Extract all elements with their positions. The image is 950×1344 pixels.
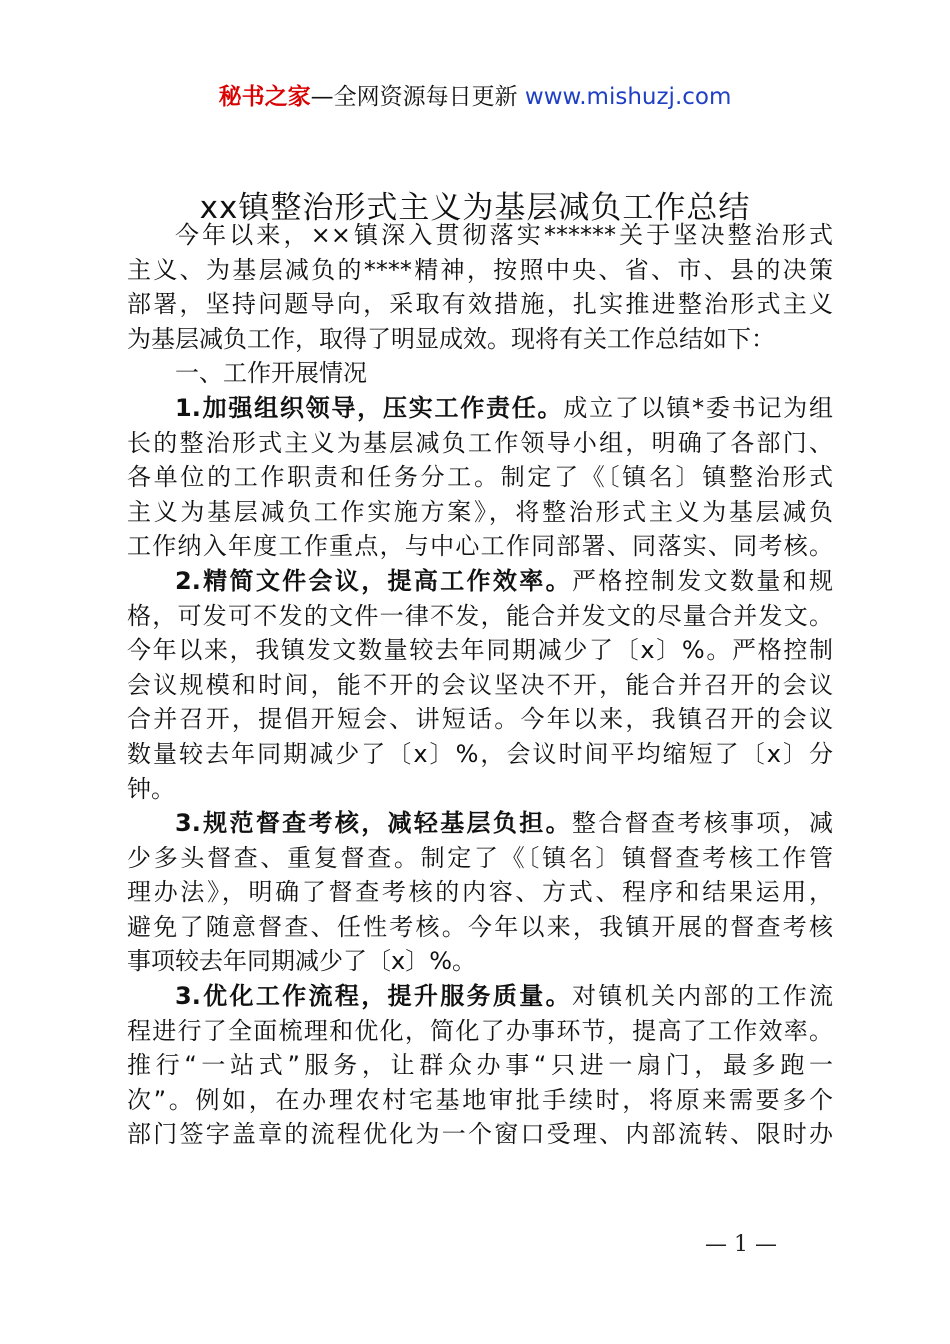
section-4-line: 部门签字盖章的流程优化为一个窗口受理、内部流转、限时办 <box>127 1120 833 1149</box>
intro-line: 为基层减负工作，取得了明显成效。现将有关工作总结如下： <box>127 324 775 353</box>
section-2-text: 严格控制发文数量和规 <box>571 566 834 595</box>
document-title: xx镇整治形式主义为基层减负工作总结 <box>199 190 751 226</box>
section-2-line: 格，可发可不发的文件一律不发，能合并发文的尽量合并发文。 <box>127 601 833 630</box>
section-2-first-line <box>127 564 833 599</box>
section-1-line: 工作纳入年度工作重点，与中心工作同部署、同落实、同考核。 <box>127 532 833 561</box>
section-3-line: 少多头督查、重复督查。制定了《〔镇名〕镇督查考核工作管 <box>127 843 833 872</box>
section-3-line: 避免了随意督查、任性考核。今年以来，我镇开展的督查考核 <box>127 912 833 941</box>
section-3-lead: 3.规范督查考核，减轻基层负担。 <box>175 809 572 838</box>
site-header <box>0 82 950 112</box>
intro-line: 主义、为基层减负的****精神，按照中央、省、市、县的决策 <box>127 255 833 284</box>
section-3-line: 理办法》，明确了督查考核的内容、方式、程序和结果运用， <box>127 878 833 907</box>
page-number: — 1 — <box>705 1232 777 1257</box>
section-1-lead: 1.加强组织领导，压实工作责任。 <box>175 393 564 422</box>
section-4-text: 对镇机关内部的工作流 <box>571 982 834 1011</box>
section-2-line: 钟。 <box>127 774 175 803</box>
section-1-line: 长的整治形式主义为基层减负工作领导小组，明确了各部门、 <box>127 428 833 457</box>
section-1-line: 各单位的工作职责和任务分工。制定了《〔镇名〕镇整治形式 <box>127 463 833 492</box>
section-2-line: 会议规模和时间，能不开的会议坚决不开，能合并召开的会议 <box>127 670 833 699</box>
section-4-line: 次”。例如，在办理农村宅基地审批手续时，将原来需要多个 <box>127 1085 833 1114</box>
section-1-first-line <box>127 391 833 426</box>
section-1-line: 主义为基层减负工作实施方案》，将整治形式主义为基层减负 <box>127 497 833 526</box>
section-4-line: 推行“一站式”服务，让群众办事“只进一扇门，最多跑一 <box>127 1051 833 1080</box>
site-url-link[interactable]: www.mishuzj.com <box>524 84 732 110</box>
section-1-text: 成立了以镇*委书记为组 <box>563 393 833 422</box>
intro-line: 今年以来，××镇深入贯彻落实******关于坚决整治形式 <box>175 221 833 249</box>
section-2-line: 今年以来，我镇发文数量较去年同期减少了〔x〕%。严格控制 <box>127 636 833 665</box>
section-4-lead: 3.优化工作流程，提升服务质量。 <box>175 982 572 1011</box>
section-heading: 一、工作开展情况 <box>175 359 367 388</box>
section-2-line: 合并召开，提倡开短会、讲短话。今年以来，我镇召开的会议 <box>127 705 833 734</box>
section-3-first-line <box>127 806 833 841</box>
document-body <box>127 218 833 1152</box>
section-2-lead: 2.精简文件会议，提高工作效率。 <box>175 566 572 595</box>
section-4-line: 程进行了全面梳理和优化，简化了办事环节，提高了工作效率。 <box>127 1016 833 1045</box>
site-slogan: —全网资源每日更新 <box>310 84 518 110</box>
section-2-line: 数量较去年同期减少了〔x〕%，会议时间平均缩短了〔x〕分 <box>127 739 833 768</box>
section-3-line: 事项较去年同期减少了〔x〕%。 <box>127 947 477 976</box>
intro-line: 部署，坚持问题导向，采取有效措施，扎实推进整治形式主义 <box>127 290 833 319</box>
section-3-text: 整合督查考核事项，减 <box>571 809 834 838</box>
site-brand: 秘书之家 <box>218 84 311 110</box>
section-4-first-line <box>127 979 833 1014</box>
